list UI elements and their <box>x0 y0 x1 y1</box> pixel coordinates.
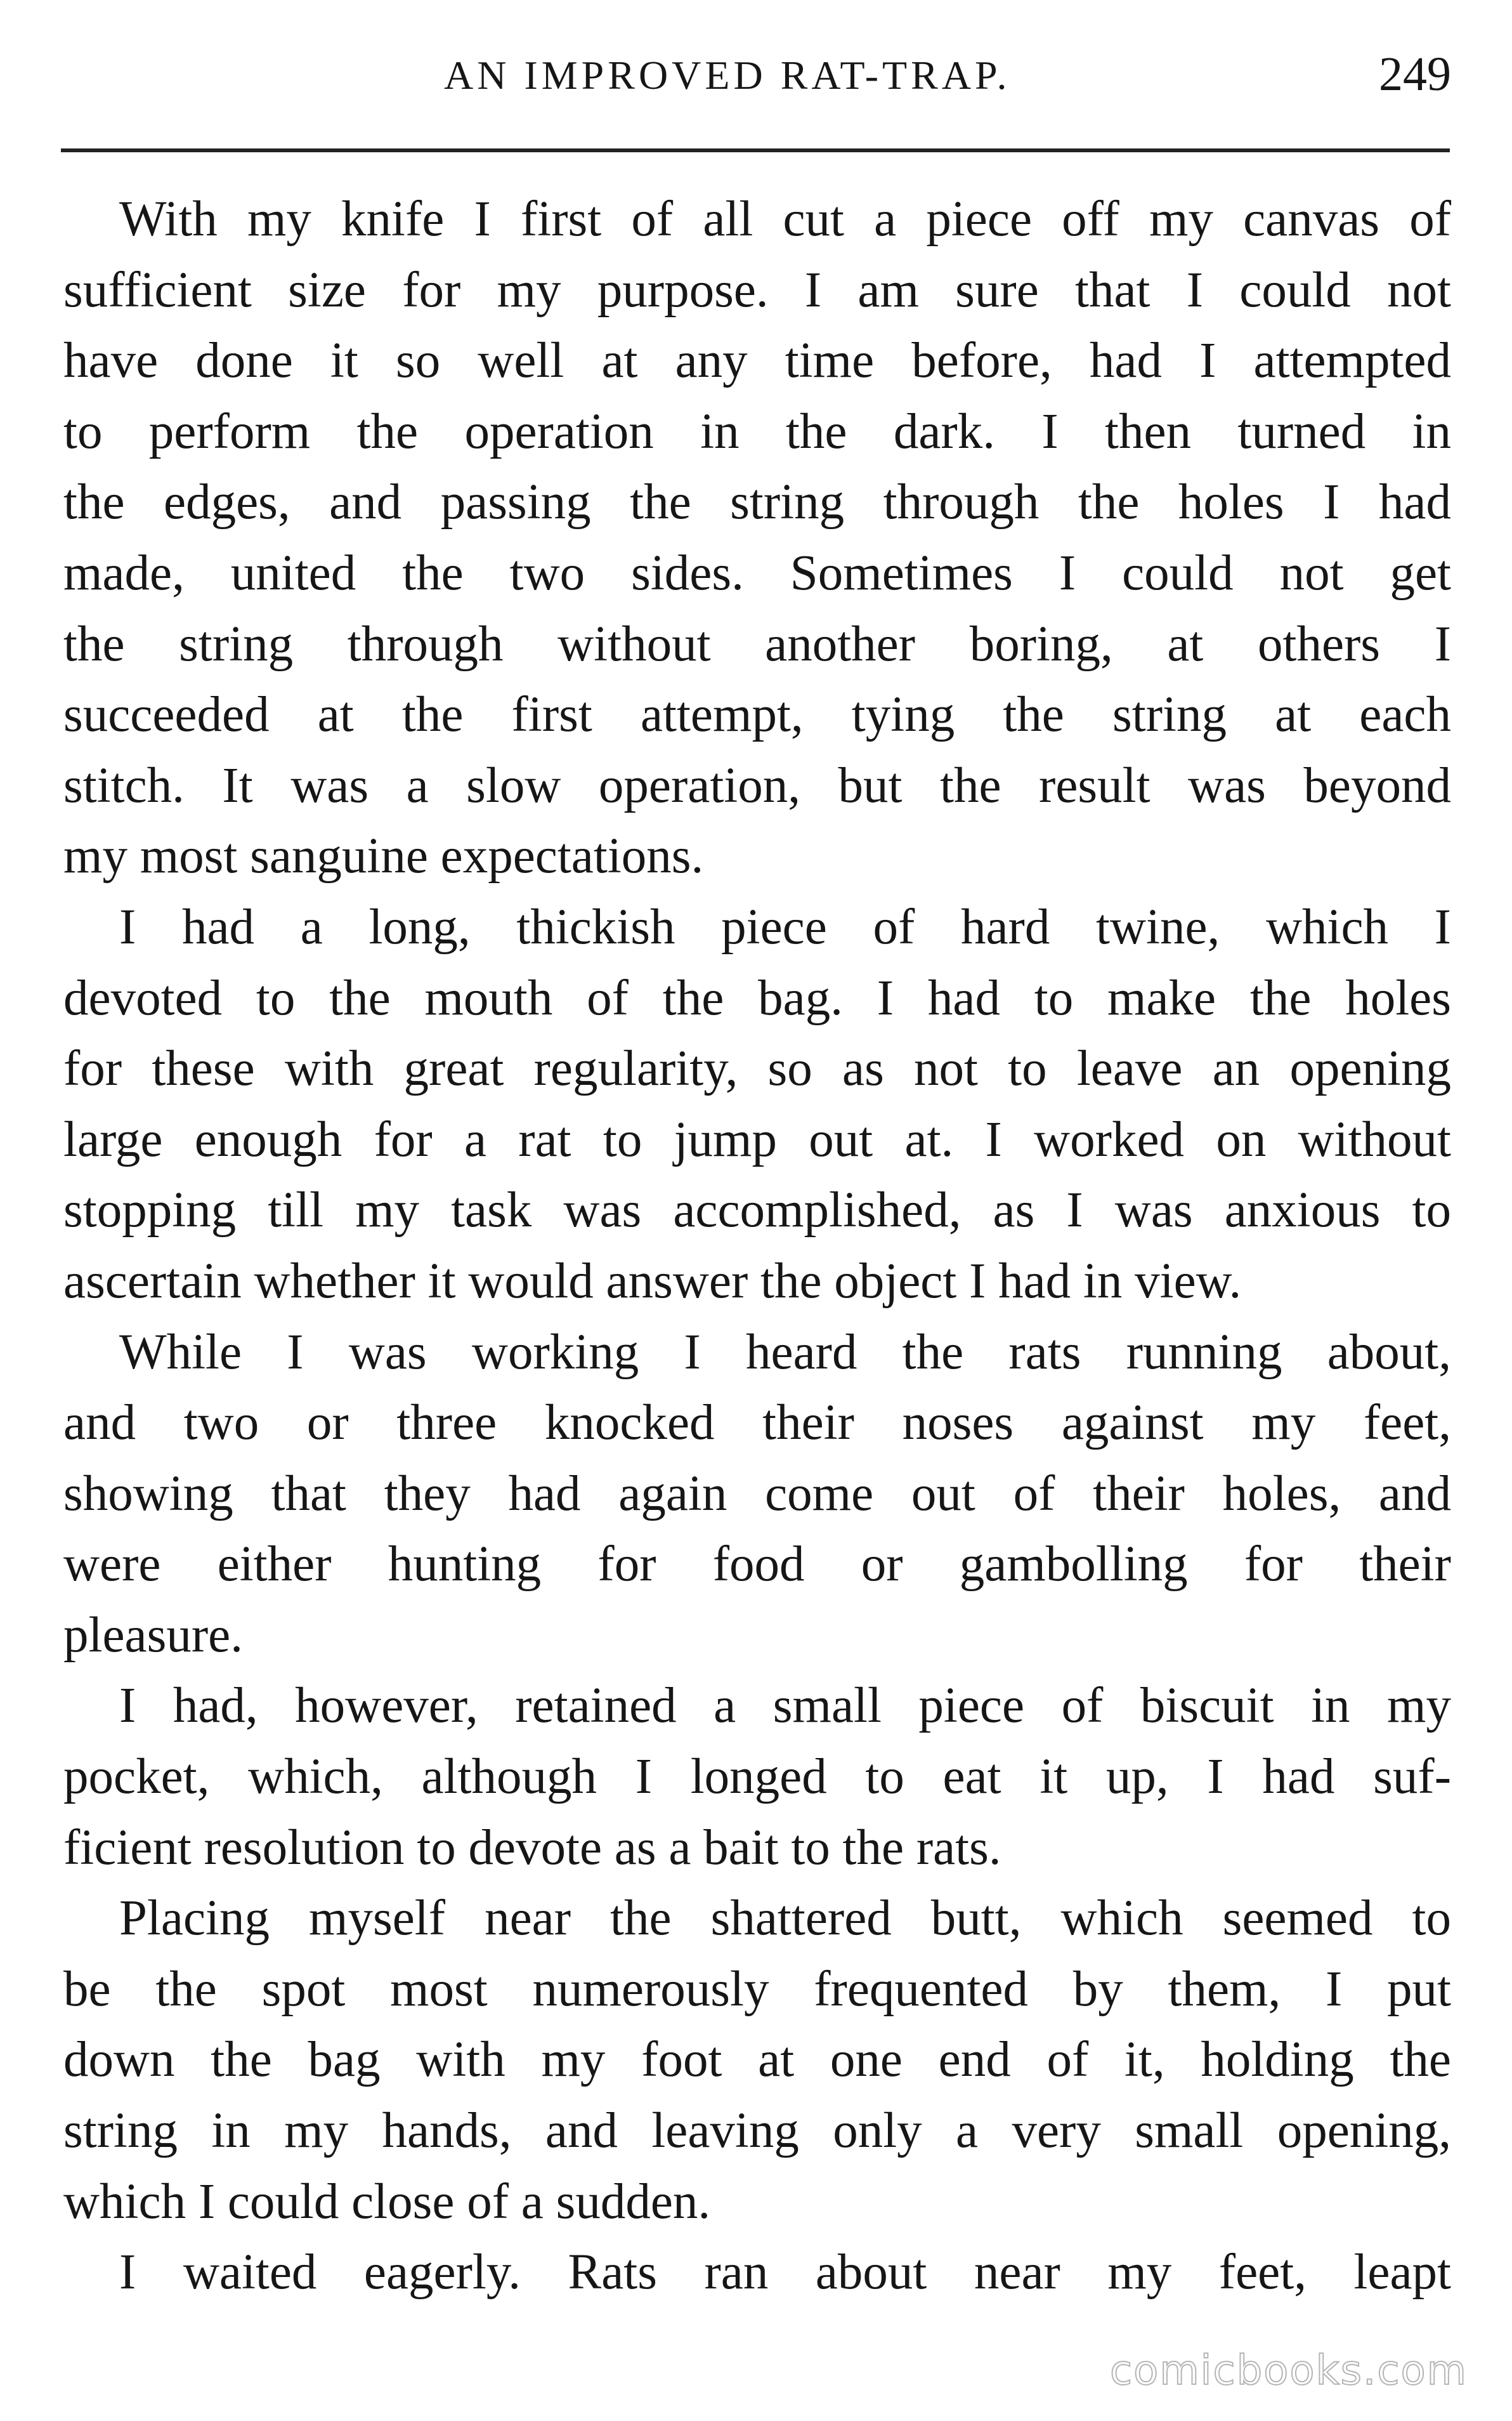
text-line: be the spot most numerously frequented by them, I put <box>63 1961 1451 2017</box>
paragraph <box>63 1670 1451 1883</box>
text-line: have done it so well at any time before, had I attempted <box>63 333 1451 389</box>
page-number: 249 <box>1379 48 1451 101</box>
header-rule <box>61 148 1450 152</box>
text-line: string in my hands, and leaving only a very small opening, <box>63 2103 1451 2159</box>
text-line: With my knife I first of all cut a piece off my canvas of <box>119 192 1451 247</box>
paragraph <box>63 1317 1451 1671</box>
text-line: sufficient size for my purpose. I am sure that I could not <box>63 262 1451 318</box>
text-line: Placing myself near the shattered butt, which seemed to <box>119 1891 1451 1946</box>
paragraph <box>63 184 1451 892</box>
text-line: pocket, which, although I longed to eat it up, I had suf- <box>63 1749 1451 1805</box>
text-line: devoted to the mouth of the bag. I had to make the holes <box>63 970 1451 1026</box>
text-line: I had, however, retained a small piece of biscuit in my <box>119 1678 1451 1734</box>
text-line: for these with great regularity, so as not to leave an opening <box>63 1041 1451 1097</box>
text-line: succeeded at the first attempt, tying the string at each <box>63 687 1451 743</box>
text-line: large enough for a rat to jump out at. I worked on without <box>63 1112 1451 1167</box>
text-line: and two or three knocked their noses against my feet, <box>63 1395 1451 1451</box>
text-line: the edges, and passing the string through the holes I had <box>63 475 1451 530</box>
text-line: stopping till my task was accomplished, as I was anxious to <box>63 1183 1451 1238</box>
text-line: showing that they had again come out of their holes, and <box>63 1466 1451 1521</box>
text-line: I waited eagerly. Rats ran about near my feet, leapt <box>119 2245 1451 2300</box>
text-line: my most sanguine expectations. <box>63 829 704 884</box>
text-line: While I was working I heard the rats running about, <box>119 1324 1451 1380</box>
body-text <box>63 184 1451 2308</box>
text-line: ascertain whether it would answer the object I had in view. <box>63 1253 1242 1309</box>
text-line: I had a long, thickish piece of hard twine, which I <box>119 899 1451 955</box>
paragraph <box>63 1883 1451 2237</box>
text-line: were either hunting for food or gambolling for their <box>63 1537 1451 1592</box>
text-line: down the bag with my foot at one end of it, holding the <box>63 2032 1451 2088</box>
watermark: comicbooks.com <box>1109 2347 1468 2394</box>
text-line: made, united the two sides. Sometimes I could not get <box>63 545 1451 601</box>
running-head <box>0 0 1512 146</box>
text-line: stitch. It was a slow operation, but the result was beyond <box>63 758 1451 813</box>
text-line: which I could close of a sudden. <box>63 2174 711 2229</box>
text-line: to perform the operation in the dark. I then turned in <box>63 404 1451 459</box>
text-line: ficient resolution to devote as a bait to the rats. <box>63 1820 1001 1875</box>
text-line: the string through without another boring, at others I <box>63 616 1451 672</box>
paragraph <box>63 2237 1451 2308</box>
running-title: AN IMPROVED RAT-TRAP. <box>444 53 1011 98</box>
paragraph <box>63 892 1451 1317</box>
text-line: pleasure. <box>63 1607 243 1663</box>
